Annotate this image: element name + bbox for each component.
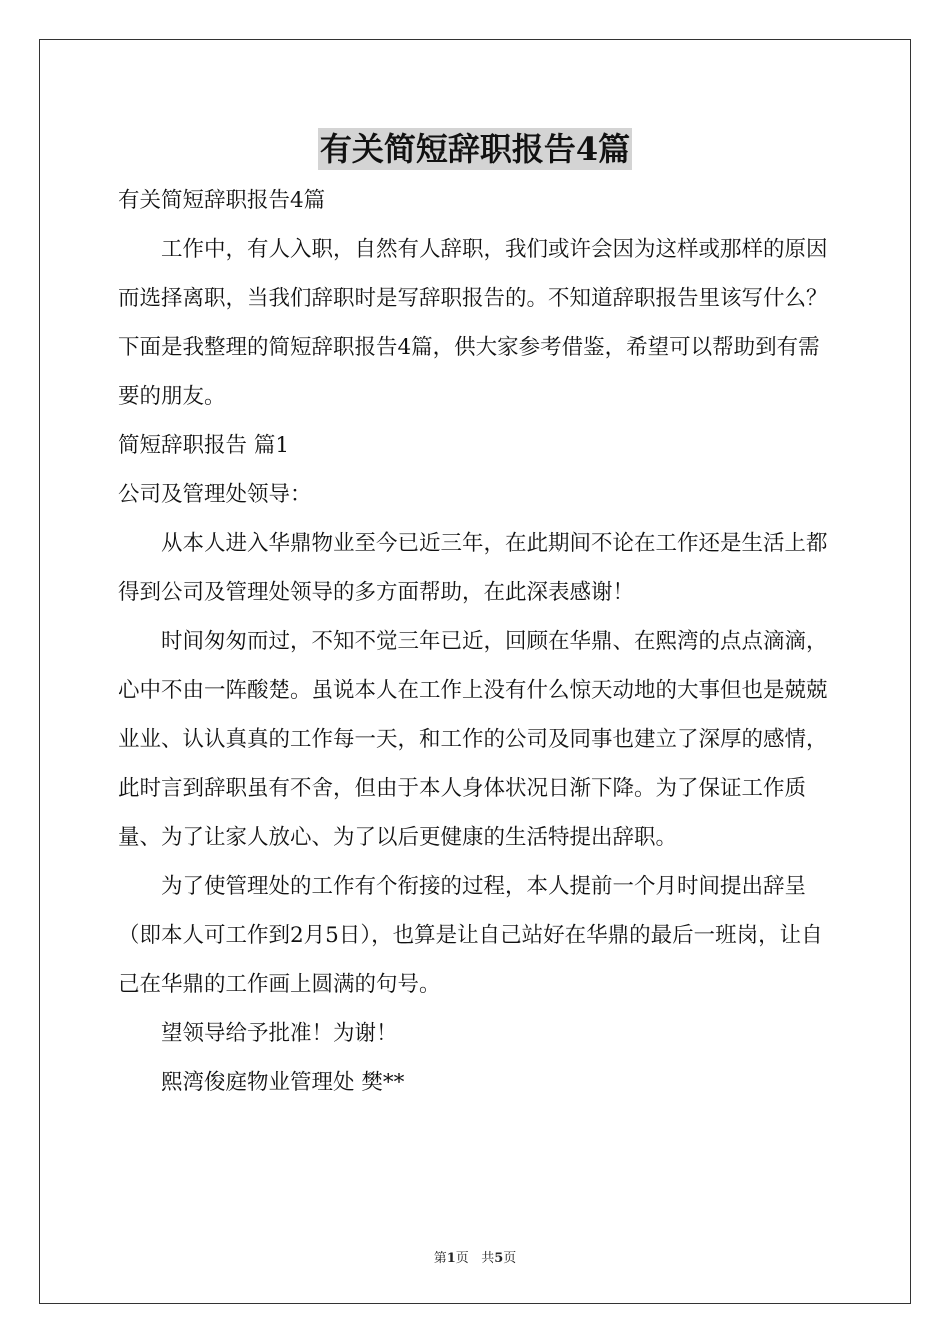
page-prefix: 第 (433, 1251, 447, 1266)
signature: 熙湾俊庭物业管理处 樊** (161, 1070, 405, 1095)
total-unit: 页 (503, 1251, 517, 1266)
page-footer (0, 1247, 950, 1266)
subtitle-line: 有关简短辞职报告4篇 (118, 188, 326, 213)
page-total: 5 (494, 1251, 504, 1266)
intro-paragraph: 工作中，有人入职，自然有人辞职，我们或许会因为这样或那样的原因而选择离职，当我们辞职时是写辞职报告的。不知道辞职报告里该写什么？下面是我整理的简短辞职报告4篇，供大家参考借鉴，希望可以帮助到有需要的朋友。 (118, 237, 828, 409)
title-wrap (0, 128, 950, 170)
body-paragraph: 时间匆匆而过，不知不觉三年已近，回顾在华鼎、在熙湾的点点滴滴，心中不由一阵酸楚。虽说本人在工作上没有什么惊天动地的大事但也是兢兢业业、认认真真的工作每一天，和工作的公司及同事也建立了深厚的感情，此时言到辞职虽有不舍，但由于本人身体状况日渐下降。为了保证工作质量、为了让家人放心、为了以后更健康的生活特提出辞职。 (118, 629, 828, 850)
total-prefix: 共 (481, 1251, 495, 1266)
page-current: 1 (446, 1251, 456, 1266)
section-heading: 简短辞职报告 篇1 (118, 433, 290, 458)
document-title: 有关简短辞职报告4篇 (319, 130, 631, 168)
salutation: 公司及管理处领导： (118, 482, 312, 507)
document-body (118, 176, 834, 1107)
body-paragraph: 为了使管理处的工作有个衔接的过程，本人提前一个月时间提出辞呈（即本人可工作到2月5日），也算是让自己站好在华鼎的最后一班岗，让自己在华鼎的工作画上圆满的句号。 (118, 874, 823, 997)
body-paragraph: 从本人进入华鼎物业至今已近三年，在此期间不论在工作还是生活上都得到公司及管理处领导的多方面帮助，在此深表感谢！ (118, 531, 828, 605)
closing-request: 望领导给予批准！为谢！ (161, 1021, 398, 1046)
page-unit: 页 (455, 1251, 469, 1266)
